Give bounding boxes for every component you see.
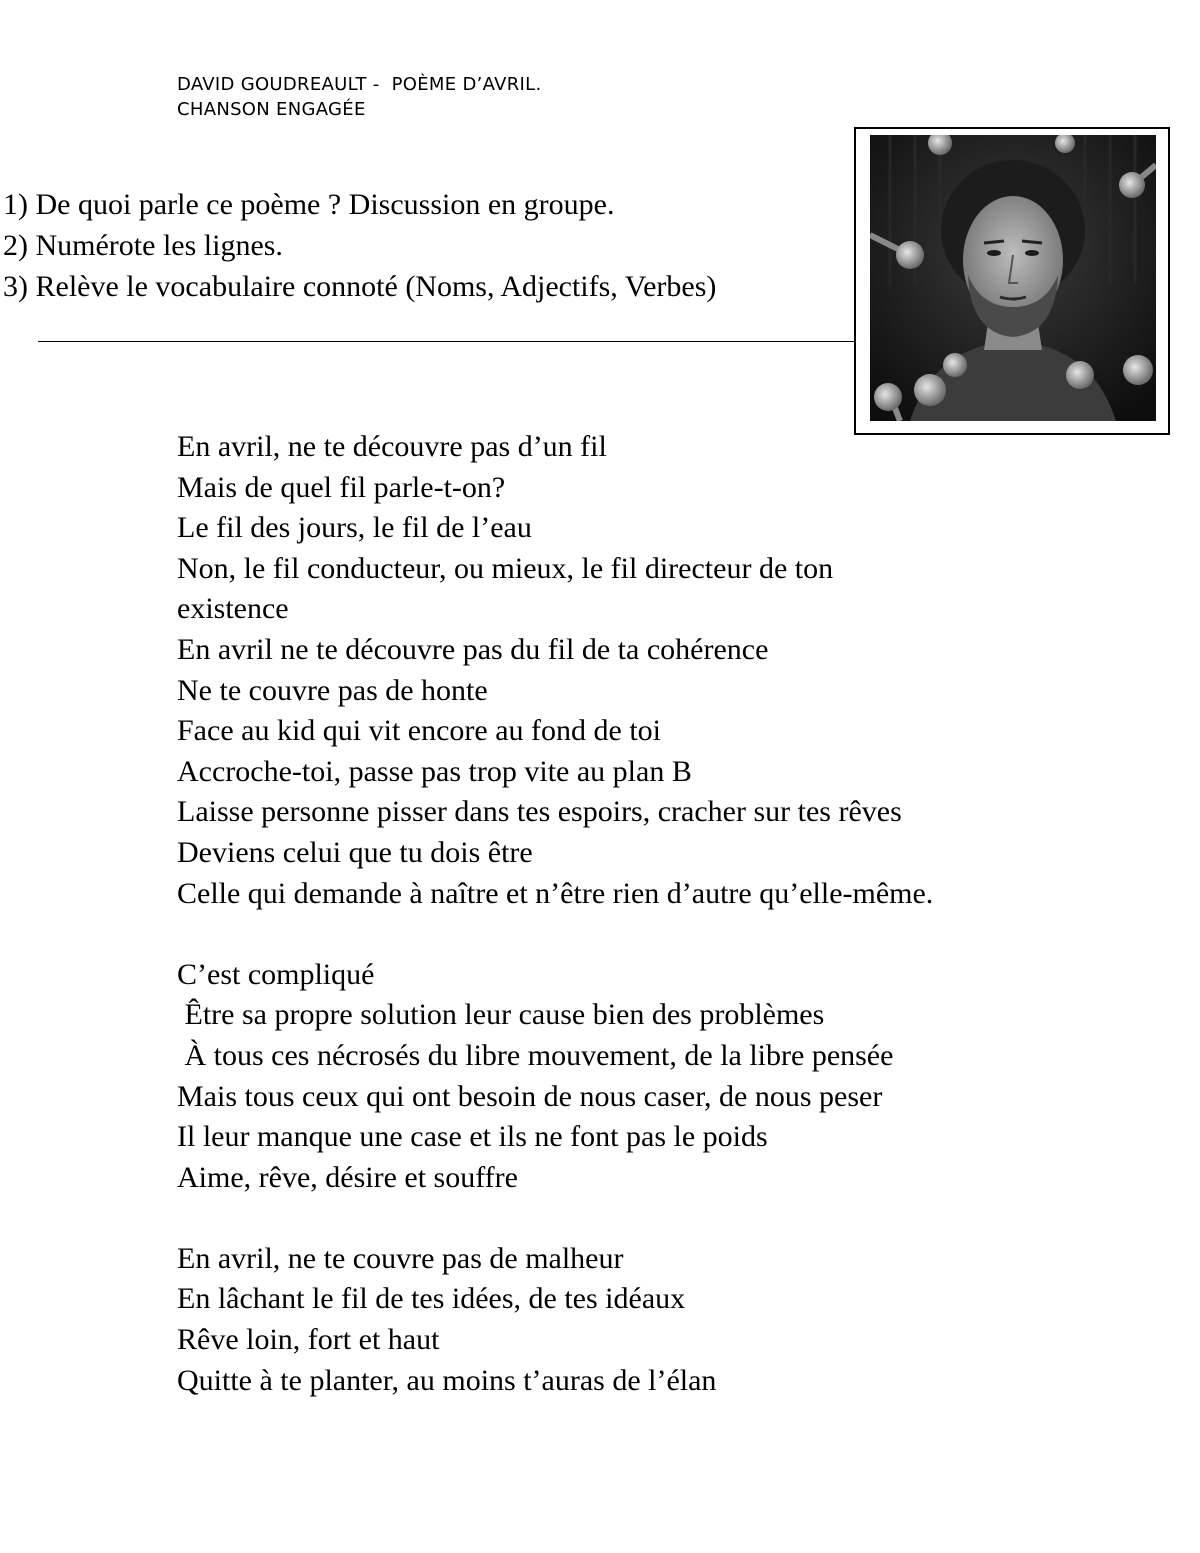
poem-line: Aime, rêve, désire et souffre [177,1160,518,1194]
poem-line: Rêve loin, fort et haut [177,1323,440,1357]
header-title: DAVID GOUDREAULT - POÈME D’AVRIL. [177,74,542,95]
poem-line: Celle qui demande à naître et n’être rien d’autre qu’elle-même. [177,876,934,910]
stanza-break [177,1198,933,1239]
header-subtitle: CHANSON ENGAGÉE [177,99,366,120]
photo-frame [854,127,1170,435]
poem-line: Non, le fil conducteur, ou mieux, le fil directeur de ton [177,551,834,585]
poem-line: En avril, ne te couvre pas de malheur [177,1241,624,1275]
poem-line: Mais de quel fil parle-t-on? [177,470,506,504]
poem-line: En avril, ne te découvre pas d’un fil [177,430,607,463]
poem-line: En avril ne te découvre pas du fil de ta cohérence [177,632,769,666]
poem-line: Face au kid qui vit encore au fond de toi [177,714,662,748]
poem-line: À tous ces nécrosés du libre mouvement, de la libre pensée [177,1038,894,1072]
poem-line: Deviens celui que tu dois être [177,835,533,869]
question-item: 2) Numérote les lignes. [3,229,283,262]
horizontal-rule [38,341,856,342]
poem-text [177,427,933,1401]
poem-line: Mais tous ceux qui ont besoin de nous caser, de nous peser [177,1079,883,1113]
poem-line: En lâchant le fil de tes idées, de tes idéaux [177,1282,686,1316]
portrait-photo-icon [870,135,1156,421]
poem-line: Le fil des jours, le fil de l’eau [177,511,532,545]
poem-line: Il leur manque une case et ils ne font pas le poids [177,1120,768,1154]
question-item: 1) De quoi parle ce poème ? Discussion en groupe. [3,188,615,221]
poem-line: Être sa propre solution leur cause bien des problèmes [177,998,825,1032]
stanza-break [177,914,933,955]
poem-line: existence [177,592,289,626]
question-item: 3) Relève le vocabulaire connoté (Noms, Adjectifs, Verbes) [3,270,717,303]
poem-line: C’est compliqué [177,957,375,991]
poem-line: Ne te couvre pas de honte [177,673,488,707]
question-list [3,184,716,307]
poem-line: Quitte à te planter, au moins t’auras de l’élan [177,1363,717,1397]
document-header [177,72,541,122]
poem-line: Laisse personne pisser dans tes espoirs, cracher sur tes rêves [177,795,902,829]
poem-line: Accroche-toi, passe pas trop vite au plan B [177,754,692,788]
